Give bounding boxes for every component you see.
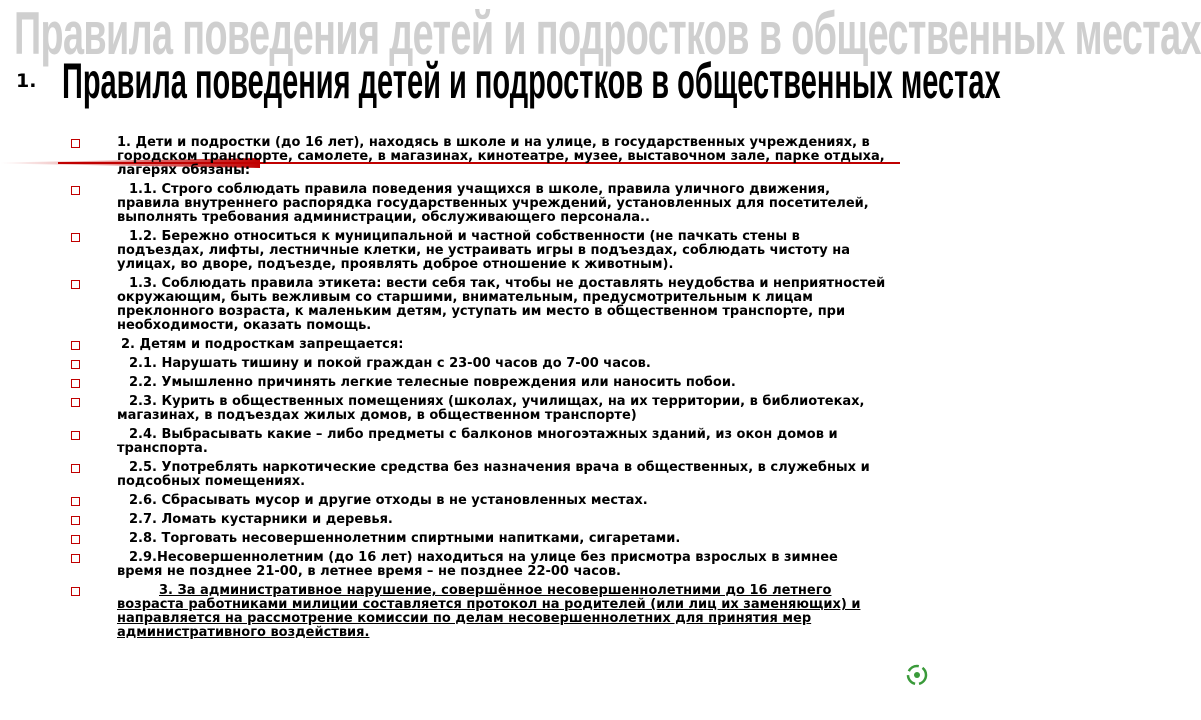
list-item (0, 584, 960, 640)
square-bullet-icon (71, 535, 80, 544)
recycle-logo-icon (906, 664, 928, 686)
square-bullet-icon (71, 280, 80, 289)
square-bullet-icon (71, 554, 80, 563)
list-item-text: 2.1. Нарушать тишину и покой граждан с 23-00 часов до 7-00 часов. (129, 356, 651, 371)
list-item-text: 1.3. Соблюдать правила этикета: вести себя так, чтобы не доставлять неудобства и неприятностей окружающим, быть вежливым со старшими, внимательным, предусмотрительным к лицам преклонного возраста, к маленьким детям, уступать им место в общественном транспорте, при необходимости, оказать помощь. (117, 276, 886, 333)
list-item (0, 551, 960, 579)
list-item-text: 2.3. Курить в общественных помещениях (школах, училищах, на их территории, в библиотеках, магазинах, в подъездах жилых домов, в общественном транспорте) (117, 394, 865, 423)
list-item-text: 1. Дети и подростки (до 16 лет), находясь в школе и на улице, в государственных учреждениях, в городском транспорте, самолете, в магазинах, кинотеатре, музее, выставочном зале, парке отдыха, лагерях обязаны: (117, 135, 885, 178)
list-item-text: 2.6. Сбрасывать мусор и другие отходы в не установленных местах. (129, 493, 648, 508)
square-bullet-icon (71, 341, 80, 350)
square-bullet-icon (71, 398, 80, 407)
list-item-text: 2.5. Употреблять наркотические средства без назначения врача в общественных, в служебных и подсобных помещениях. (117, 460, 870, 489)
square-bullet-icon (71, 360, 80, 369)
list-item (0, 494, 960, 508)
list-item (0, 461, 960, 489)
list-item-text: 3. За административное нарушение, совершённое несовершеннолетними до 16 летнего возраста работниками милиции составляется протокол на родителей (или лиц их заменяющих) и направляется на рассмотрение комиссии по делам несовершеннолетних для принятия мер административного воздействия. (117, 583, 861, 640)
list-item (0, 428, 960, 456)
square-bullet-icon (71, 497, 80, 506)
list-item-text: 2. Детям и подросткам запрещается: (121, 337, 404, 352)
list-item-text: 2.7. Ломать кустарники и деревья. (129, 512, 393, 527)
list-item-text: 2.4. Выбрасывать какие – либо предметы с балконов многоэтажных зданий, из окон домов и транспорта. (117, 427, 838, 456)
square-bullet-icon (71, 139, 80, 148)
list-item (0, 277, 960, 333)
square-bullet-icon (71, 233, 80, 242)
list-item-text: 2.2. Умышленно причинять легкие телесные повреждения или наносить побои. (129, 375, 736, 390)
list-item-text: 1.1. Строго соблюдать правила поведения учащихся в школе, правила уличного движения, правила внутреннего распорядка государственных учреждений, установленных для посетителей, выполнять требования администрации, обслуживающего персонала.. (117, 182, 869, 225)
square-bullet-icon (71, 379, 80, 388)
square-bullet-icon (71, 186, 80, 195)
square-bullet-icon (71, 587, 80, 596)
list-item-text: 2.8. Торговать несовершеннолетним спиртными напитками, сигаретами. (129, 531, 681, 546)
list-item-text: 2.9.Несовершеннолетним (до 16 лет) находиться на улице без присмотра взрослых в зимнее время не позднее 21-00, в летнее время – не позднее 22-00 часов. (117, 550, 838, 579)
list-item (0, 376, 960, 390)
square-bullet-icon (71, 464, 80, 473)
list-item-text: 1.2. Бережно относиться к муниципальной и частной собственности (не пачкать стены в подъездах, лифты, лестничные клетки, не устраивать игры в подъездах, соблюдать чистоту на улицах, во дворе, подъезде, проявлять доброе отношение к животным). (117, 229, 851, 272)
list-item (0, 136, 960, 178)
list-item (0, 513, 960, 527)
list-item (0, 532, 960, 546)
slide-title: Правила поведения детей и подростков в общественных местах (62, 53, 1001, 109)
square-bullet-icon (71, 431, 80, 440)
list-item (0, 183, 960, 225)
list-item (0, 338, 960, 352)
rules-list (0, 136, 960, 643)
list-item (0, 357, 960, 371)
list-item (0, 395, 960, 423)
list-item (0, 230, 960, 272)
slide-number: 1. (16, 70, 37, 92)
slide-title-shadow: Правила поведения детей и подростков в общественных местах (14, 0, 1201, 67)
square-bullet-icon (71, 516, 80, 525)
